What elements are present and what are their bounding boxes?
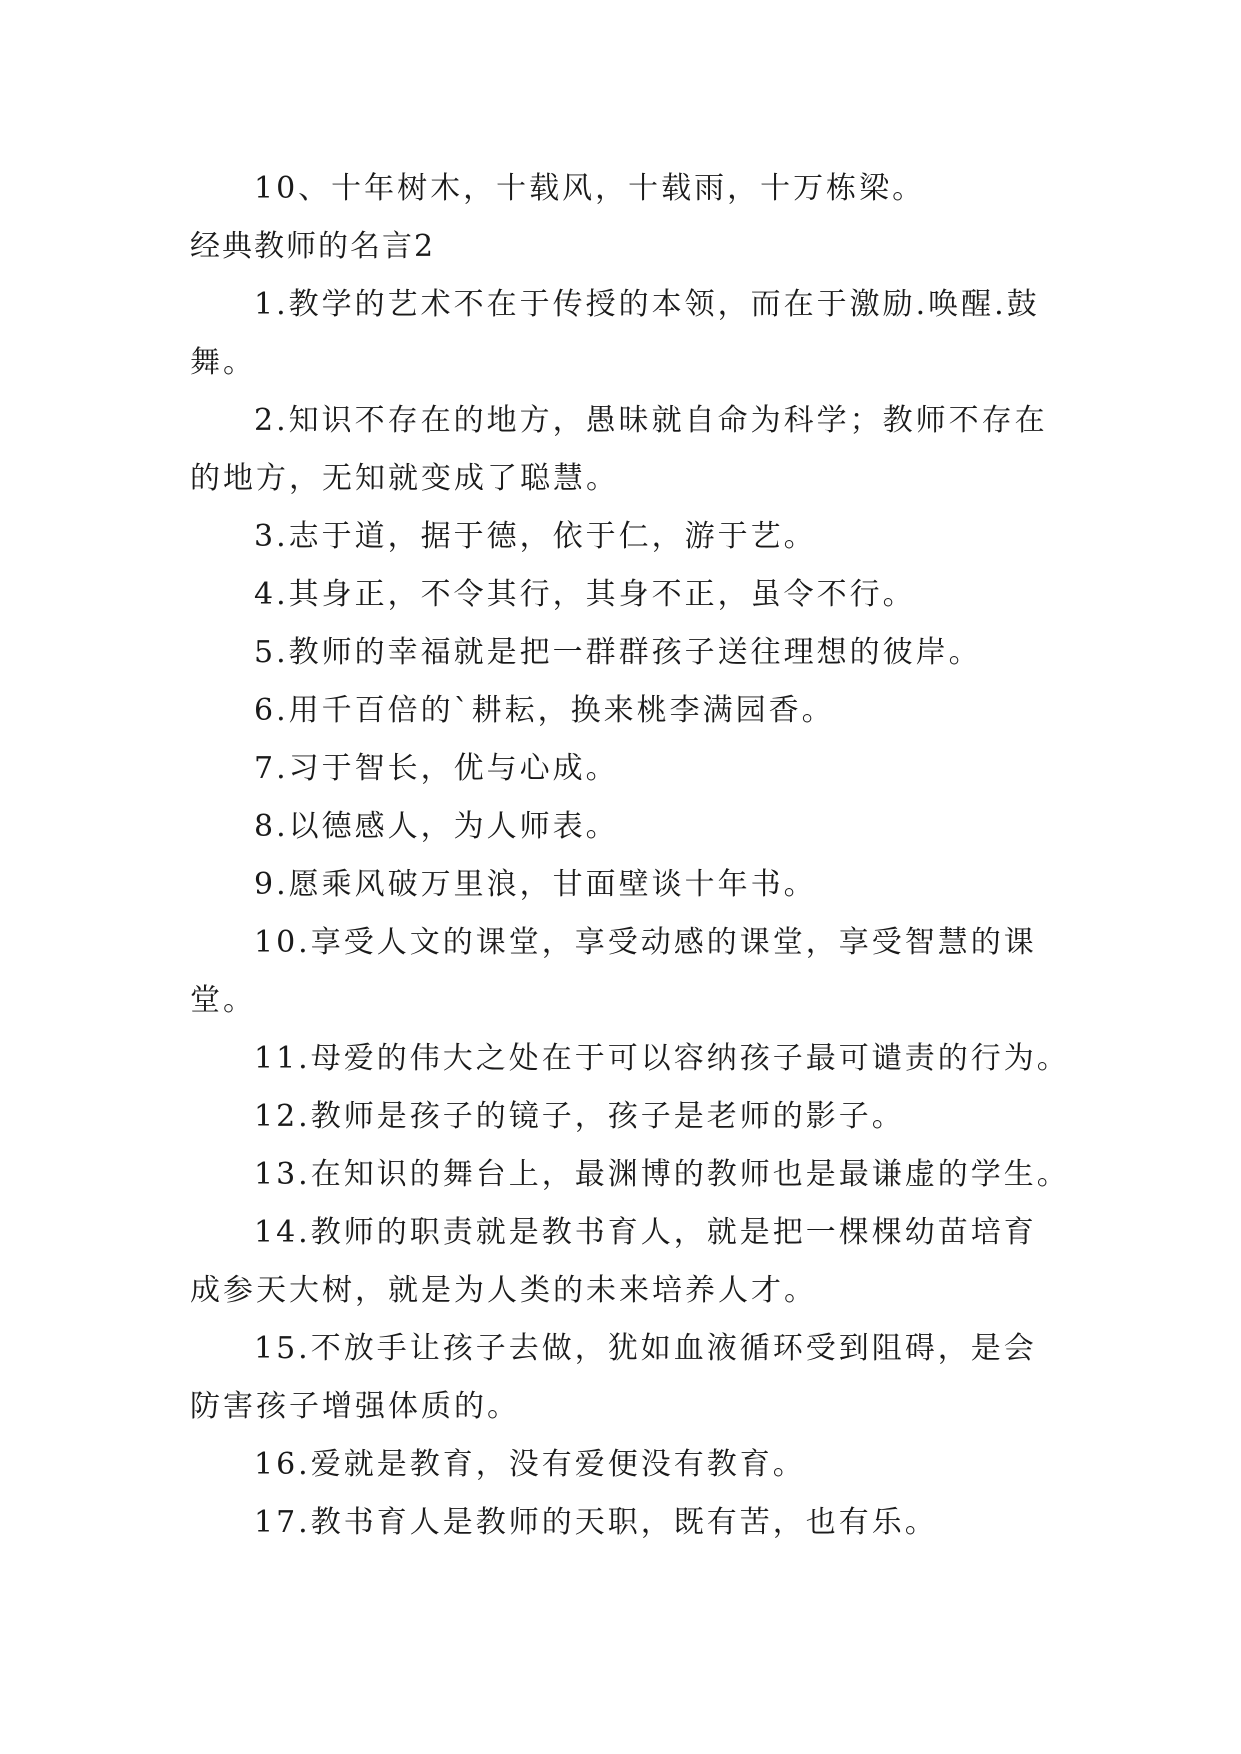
quote-list [190, 276, 1070, 1552]
quote-first-line: 8.以德感人，为人师表。 [254, 809, 619, 844]
quote-first-line: 11.母爱的伟大之处在于可以容纳孩子最可谴责的行为。 [254, 1041, 1070, 1076]
quote-first-line: 4.其身正，不令其行，其身不正，虽令不行。 [254, 577, 916, 612]
quote-item [190, 566, 1050, 624]
quote-item [190, 740, 1050, 798]
quote-item [190, 1146, 1070, 1204]
quote-continuation-line: 的地方，无知就变成了聪慧。 [190, 461, 619, 496]
quote-item [190, 1320, 1050, 1436]
quote-first-line: 13.在知识的舞台上，最渊博的教师也是最谦虚的学生。 [254, 1157, 1070, 1192]
quote-first-line: 16.爱就是教育，没有爱便没有教育。 [254, 1447, 806, 1482]
quote-item [190, 276, 1050, 392]
quote-item [190, 914, 1050, 1030]
quote-first-line: 3.志于道，据于德，依于仁，游于艺。 [254, 519, 817, 554]
quote-item [190, 392, 1050, 508]
quote-item [190, 508, 1050, 566]
quote-item [190, 1030, 1070, 1088]
quote-first-line: 12.教师是孩子的镜子，孩子是老师的影子。 [254, 1099, 905, 1134]
quote-first-line: 2.知识不存在的地方，愚昧就自命为科学；教师不存在 [254, 403, 1048, 438]
quote-first-line: 9.愿乘风破万里浪，甘面壁谈十年书。 [254, 867, 817, 902]
quote-item [190, 682, 1050, 740]
document-body [190, 160, 1070, 1552]
quote-first-line: 17.教书育人是教师的天职，既有苦，也有乐。 [254, 1505, 938, 1540]
quote-item [190, 856, 1050, 914]
quote-first-line: 6.用千百倍的`耕耘，换来桃李满园香。 [254, 693, 835, 728]
quote-item [190, 624, 1050, 682]
quote-continuation-line: 成参天大树，就是为人类的未来培养人才。 [190, 1273, 817, 1308]
quote-first-line: 5.教师的幸福就是把一群群孩子送往理想的彼岸。 [254, 635, 982, 670]
quote-first-line: 10.享受人文的课堂，享受动感的课堂，享受智慧的课 [254, 925, 1037, 960]
quote-item [190, 1088, 1050, 1146]
quote-first-line: 15.不放手让孩子去做，犹如血液循环受到阻碍，是会 [254, 1331, 1037, 1366]
quote-item [190, 798, 1050, 856]
quote-item [190, 1204, 1050, 1320]
intro-line: 10、十年树木，十载风，十载雨，十万栋梁。 [254, 171, 926, 206]
quote-item [190, 1436, 1050, 1494]
quote-continuation-line: 舞。 [190, 345, 256, 380]
quote-first-line: 1.教学的艺术不在于传授的本领，而在于激励.唤醒.鼓 [254, 287, 1040, 322]
quote-continuation-line: 堂。 [190, 983, 256, 1018]
quote-first-line: 14.教师的职责就是教书育人，就是把一棵棵幼苗培育 [254, 1215, 1037, 1250]
section-title: 经典教师的名言2 [190, 229, 436, 264]
quote-item [190, 1494, 1050, 1552]
quote-first-line: 7.习于智长，优与心成。 [254, 751, 619, 786]
quote-continuation-line: 防害孩子增强体质的。 [190, 1389, 520, 1424]
